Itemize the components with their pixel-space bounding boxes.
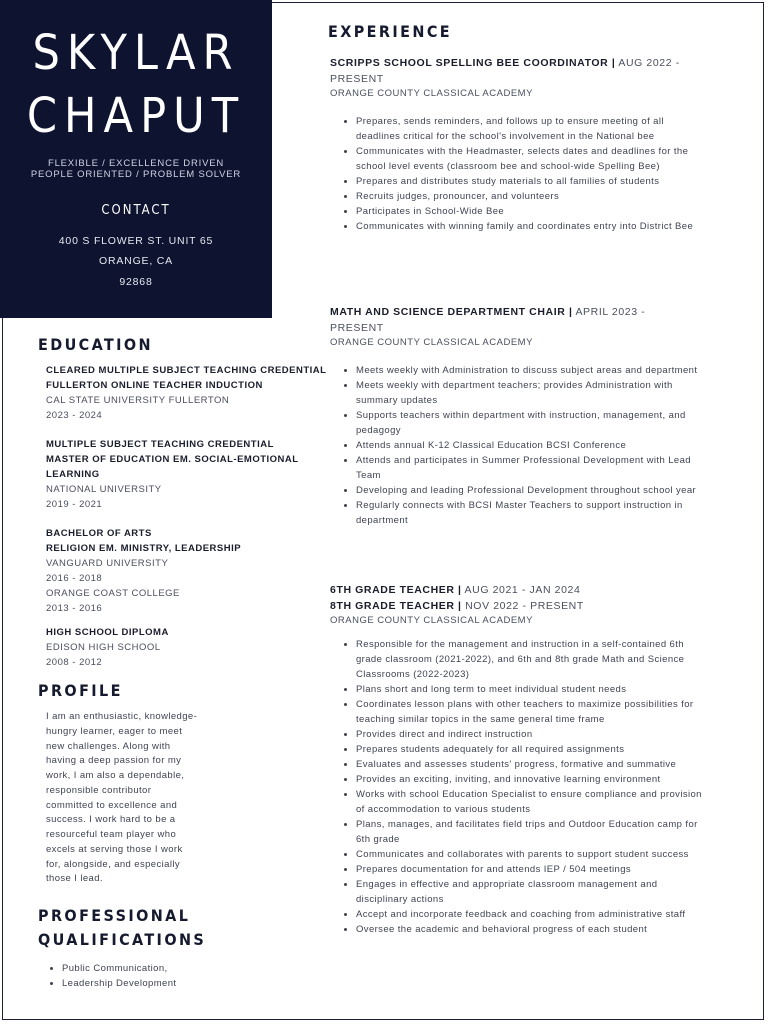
job-duty: • Prepares documentation for and attends IEP / 504 meetings <box>356 862 710 877</box>
job-title-text: 8TH GRADE TEACHER | <box>330 600 462 612</box>
education-years: 2023 - 2024 <box>46 410 103 421</box>
job-entry <box>330 582 710 937</box>
qualifications-heading-line-2: QUALIFICATIONS <box>38 930 207 949</box>
job-title-text: SCRIPPS SCHOOL SPELLING BEE COORDINATOR | <box>330 57 616 69</box>
qualifications-heading-line-1: PROFESSIONAL <box>38 906 191 925</box>
education-school: NATIONAL UNIVERSITY <box>46 484 162 495</box>
job-duty: • Supports teachers within department with instruction, management, and pedagogy <box>356 408 710 438</box>
education-years: 2016 - 2018 <box>46 573 103 584</box>
education-entry <box>46 363 336 423</box>
education-school: VANGUARD UNIVERSITY <box>46 558 169 569</box>
education-entry <box>46 526 336 616</box>
job-title <box>330 598 710 614</box>
job-organization: ORANGE COUNTY CLASSICAL ACADEMY <box>330 88 533 99</box>
job-duty: • Recruits judges, pronouncer, and volunteers <box>356 189 710 204</box>
profile-line: success. I work hard to be a <box>46 814 176 826</box>
job-duty: • Communicates with the Headmaster, selects dates and deadlines for the school level events (classroom bee and school-wide Spelling Bee) <box>356 144 710 174</box>
education-entry <box>46 625 336 670</box>
job-duty: • Evaluates and assesses students' progress, formative and summative <box>356 757 710 772</box>
qualification-item: • Public Communication, <box>62 962 176 977</box>
experience-heading: EXPERIENCE <box>328 22 453 41</box>
job-duty: • Regularly connects with BCSI Master Teachers to support instruction in department <box>356 498 710 528</box>
job-duty: • Coordinates lesson plans with other teachers to maximize possibilities for teaching similar topics in the same general time frame <box>356 697 710 727</box>
profile-line: new challenges. Along with <box>46 740 171 752</box>
education-school: ORANGE COAST COLLEGE <box>46 588 180 599</box>
profile-heading: PROFILE <box>38 681 123 700</box>
job-dates-continued <box>330 71 710 87</box>
job-title-text: 6TH GRADE TEACHER | <box>330 584 462 596</box>
education-school: CAL STATE UNIVERSITY FULLERTON <box>46 395 230 406</box>
qualification-item: • Leadership Development <box>62 977 176 992</box>
profile-line: work, I am also a dependable, <box>46 770 185 781</box>
job-duty: • Oversee the academic and behavioral progress of each student <box>356 922 710 937</box>
job-organization: ORANGE COUNTY CLASSICAL ACADEMY <box>330 337 533 348</box>
education-years: 2019 - 2021 <box>46 499 103 510</box>
education-heading: EDUCATION <box>38 335 153 354</box>
education-years: 2008 - 2012 <box>46 657 103 668</box>
job-duties <box>330 637 710 937</box>
job-title <box>330 582 710 598</box>
education-school: EDISON HIGH SCHOOL <box>46 642 161 653</box>
profile-line: responsible contributor <box>46 784 152 796</box>
education-degree: MASTER OF EDUCATION EM. SOCIAL-EMOTIONAL <box>46 454 299 465</box>
education-degree: LEARNING <box>46 469 100 480</box>
job-duty: • Engages in effective and appropriate classroom management and disciplinary actions <box>356 877 710 907</box>
job-entry <box>330 55 710 234</box>
job-dates: PRESENT <box>330 322 384 334</box>
job-duty: • Meets weekly with department teachers; provides Administration with summary updates <box>356 378 710 408</box>
address-city: ORANGE, CA <box>99 255 173 267</box>
education-degree: CLEARED MULTIPLE SUBJECT TEACHING CREDENTIAL <box>46 365 327 376</box>
job-title <box>330 55 710 71</box>
education-degree: MULTIPLE SUBJECT TEACHING CREDENTIAL <box>46 439 274 450</box>
job-duty: • Communicates and collaborates with parents to support student success <box>356 847 710 862</box>
first-name: SKYLAR <box>32 25 240 81</box>
job-duty: • Communicates with winning family and coordinates entry into District Bee <box>356 219 710 234</box>
qualifications-list <box>46 962 176 991</box>
job-duty: • Plans short and long term to meet individual student needs <box>356 682 710 697</box>
address-street: 400 S FLOWER ST. UNIT 65 <box>58 235 214 247</box>
job-duties <box>330 363 710 528</box>
education-degree: RELIGION EM. MINISTRY, LEADERSHIP <box>46 543 242 554</box>
job-dates: AUG 2021 - JAN 2024 <box>461 584 581 596</box>
tagline-line-1: FLEXIBLE / EXCELLENCE DRIVEN <box>47 158 225 169</box>
job-dates: APRIL 2023 - <box>572 306 646 318</box>
job-dates-continued <box>330 320 710 336</box>
job-duty: • Prepares and distributes study materials to all families of students <box>356 174 710 189</box>
last-name: CHAPUT <box>26 88 246 144</box>
profile-line: committed to excellence and <box>46 799 178 811</box>
job-duty: • Attends annual K-12 Classical Education BCSI Conference <box>356 438 710 453</box>
profile-line: for, alongside, and especially <box>46 858 180 870</box>
job-duty: • Works with school Education Specialist to ensure compliance and provision of accommodation to various students <box>356 787 710 817</box>
job-duty: • Provides direct and indirect instruction <box>356 727 710 742</box>
job-duty: • Developing and leading Professional Development throughout school year <box>356 483 710 498</box>
profile-line: having a deep passion for my <box>46 755 182 767</box>
contact-heading: CONTACT <box>101 203 171 218</box>
header-block <box>0 0 272 318</box>
tagline-line-2: PEOPLE ORIENTED / PROBLEM SOLVER <box>30 169 242 180</box>
job-dates: AUG 2022 - <box>615 57 680 69</box>
job-duties <box>330 114 710 234</box>
job-entry <box>330 304 710 528</box>
job-dates: NOV 2022 - PRESENT <box>461 600 584 612</box>
job-duty: • Prepares, sends reminders, and follows up to ensure meeting of all deadlines critical for the school's involvement in the National bee <box>356 114 710 144</box>
job-duty: • Responsible for the management and instruction in a self-contained 6th grade classroom (2021-2022), and 6th and 8th grade Math and Science Classrooms (2022-2023) <box>356 637 710 682</box>
education-degree: HIGH SCHOOL DIPLOMA <box>46 627 169 638</box>
profile-text <box>46 710 221 887</box>
job-duty: • Attends and participates in Summer Professional Development with Lead Team <box>356 453 710 483</box>
job-title <box>330 304 710 320</box>
job-duty: • Prepares students adequately for all required assignments <box>356 742 710 757</box>
tagline <box>0 158 272 180</box>
job-duty: • Plans, manages, and facilitates field trips and Outdoor Education camp for 6th grade <box>356 817 710 847</box>
job-dates: PRESENT <box>330 73 384 85</box>
profile-line: excels at serving those I work <box>46 843 183 855</box>
profile-line: hungry learner, eager to meet <box>46 725 183 737</box>
profile-line: I am an enthusiastic, knowledge- <box>46 711 198 722</box>
education-years: 2013 - 2016 <box>46 603 103 614</box>
address-zip: 92868 <box>119 276 153 288</box>
education-degree: BACHELOR OF ARTS <box>46 528 152 539</box>
job-organization: ORANGE COUNTY CLASSICAL ACADEMY <box>330 615 533 626</box>
education-degree: FULLERTON ONLINE TEACHER INDUCTION <box>46 380 263 391</box>
profile-line: those I lead. <box>46 873 103 885</box>
job-duty: • Participates in School-Wide Bee <box>356 204 710 219</box>
job-duty: • Provides an exciting, inviting, and innovative learning environment <box>356 772 710 787</box>
education-entry <box>46 437 336 512</box>
profile-line: resourceful team player who <box>46 829 177 840</box>
qualifications-heading <box>38 904 206 952</box>
job-duty: • Meets weekly with Administration to discuss subject areas and department <box>356 363 710 378</box>
job-duty: • Accept and incorporate feedback and coaching from administrative staff <box>356 907 710 922</box>
job-title-text: MATH AND SCIENCE DEPARTMENT CHAIR | <box>330 306 573 318</box>
